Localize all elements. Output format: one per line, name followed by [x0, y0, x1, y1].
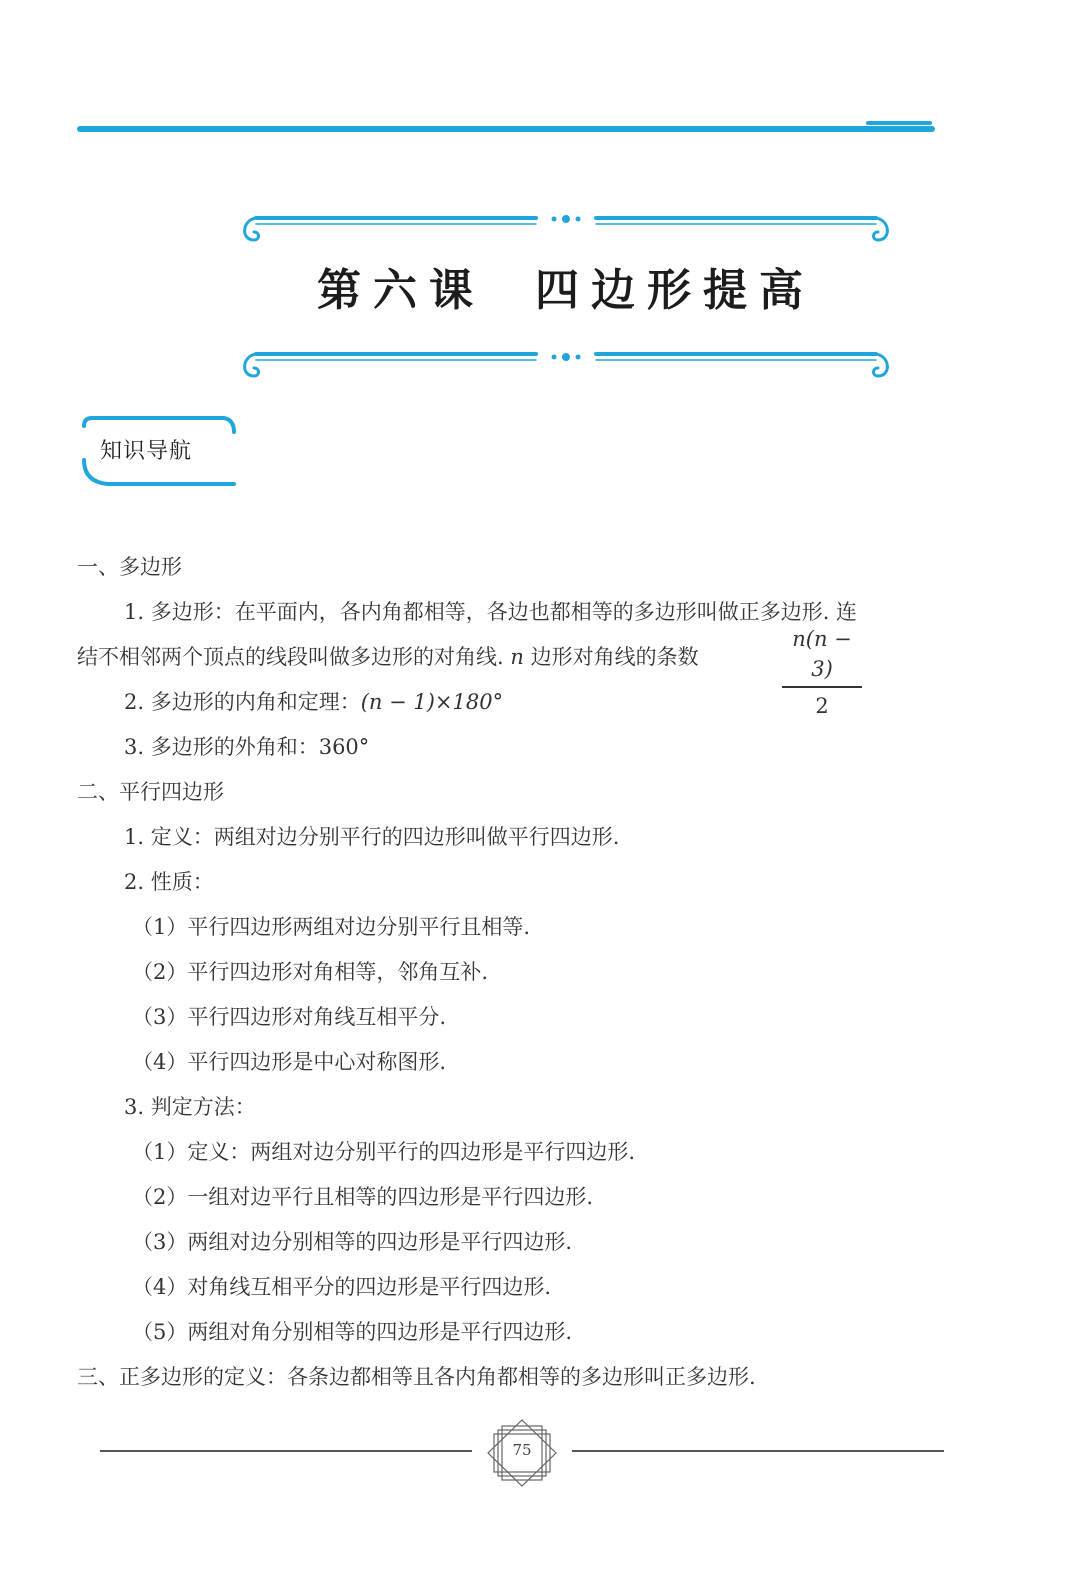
header-rule [77, 126, 935, 132]
variable-n: n [510, 645, 524, 669]
knowledge-nav-tab [78, 416, 236, 488]
fraction-numerator: n(n − 3) [792, 627, 852, 681]
section-3-definition: 三、正多边形的定义：各条边都相等且各内角都相等的多边形叫正多边形. [77, 1365, 756, 1389]
criterion-3: （3）两组对边分别相等的四边形是平行四边形. [132, 1230, 573, 1254]
lesson-topic: 四边形提高 [535, 265, 815, 316]
title-frame-bottom [236, 332, 896, 380]
footer-rule-right [572, 1450, 944, 1452]
diagonal-count-label: 边形对角线的条数 [530, 645, 699, 669]
fraction-bar [782, 686, 862, 688]
knowledge-nav-label: 知识导航 [100, 439, 193, 464]
section-1-item-1-line-2 [77, 642, 699, 672]
criterion-2: （2）一组对边平行且相等的四边形是平行四边形. [132, 1185, 594, 1209]
interior-angle-formula: (n − 1)×180° [360, 690, 504, 714]
title-frame-top [236, 204, 896, 252]
page-title [236, 254, 896, 318]
property-2: （2）平行四边形对角相等，邻角互补. [132, 960, 489, 984]
section-2-item-1: 1. 定义：两组对边分别平行的四边形叫做平行四边形. [124, 825, 620, 849]
footer-rule-left [100, 1450, 472, 1452]
section-1-item-3: 3. 多边形的外角和：360° [124, 735, 370, 759]
section-1-item-2 [124, 687, 503, 717]
section-2-item-3: 3. 判定方法： [124, 1095, 256, 1119]
section-2-heading: 二、平行四边形 [77, 780, 224, 804]
diagonal-count-fraction [782, 624, 862, 718]
section-1-item-1-line-1: 1. 多边形：在平面内，各内角都相等，各边也都相等的多边形叫做正多边形. 连 [124, 600, 858, 624]
lesson-number: 第六课 [317, 265, 485, 316]
diagonal-definition: 结不相邻两个顶点的线段叫做多边形的对角线. [77, 645, 504, 669]
criterion-5: （5）两组对角分别相等的四边形是平行四边形. [132, 1320, 573, 1344]
header-rule-tail [866, 121, 932, 125]
section-2-item-2: 2. 性质： [124, 870, 214, 894]
fraction-denominator: 2 [815, 693, 829, 718]
criterion-4: （4）对角线互相平分的四边形是平行四边形. [132, 1275, 552, 1299]
interior-angle-label: 2. 多边形的内角和定理： [124, 690, 361, 714]
property-1: （1）平行四边形两组对边分别平行且相等. [132, 915, 531, 939]
criterion-1: （1）定义：两组对边分别平行的四边形是平行四边形. [132, 1140, 636, 1164]
property-4: （4）平行四边形是中心对称图形. [132, 1050, 447, 1074]
property-3: （3）平行四边形对角线互相平分. [132, 1005, 447, 1029]
page-number: 75 [512, 1441, 532, 1459]
section-1-heading: 一、多边形 [77, 555, 182, 579]
